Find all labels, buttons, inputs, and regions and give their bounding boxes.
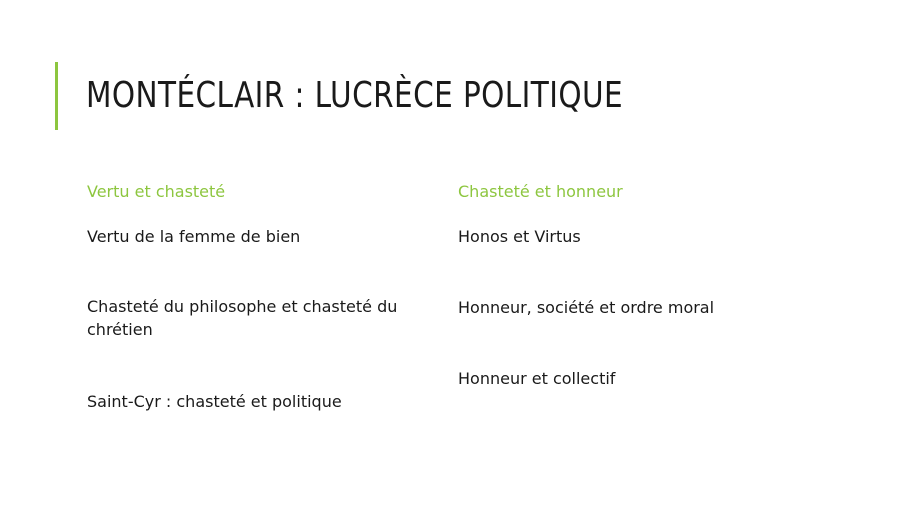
left-column-heading: Vertu et chasteté [87,182,226,201]
right-column [458,180,808,388]
right-item-1: Honos et Virtus [458,227,581,246]
left-item-2: Chasteté du philosophe et chasteté du chrétien [87,297,398,339]
right-item-3: Honneur et collectif [458,369,616,388]
left-item-3: Saint-Cyr : chasteté et politique [87,392,342,411]
left-item-1: Vertu de la femme de bien [87,227,301,246]
slide-title: MONTÉCLAIR : LUCRÈCE POLITIQUE [86,75,624,116]
right-item-2: Honneur, société et ordre moral [458,298,715,317]
right-column-heading: Chasteté et honneur [458,182,623,201]
left-column [87,180,437,411]
title-accent-bar [55,62,58,130]
